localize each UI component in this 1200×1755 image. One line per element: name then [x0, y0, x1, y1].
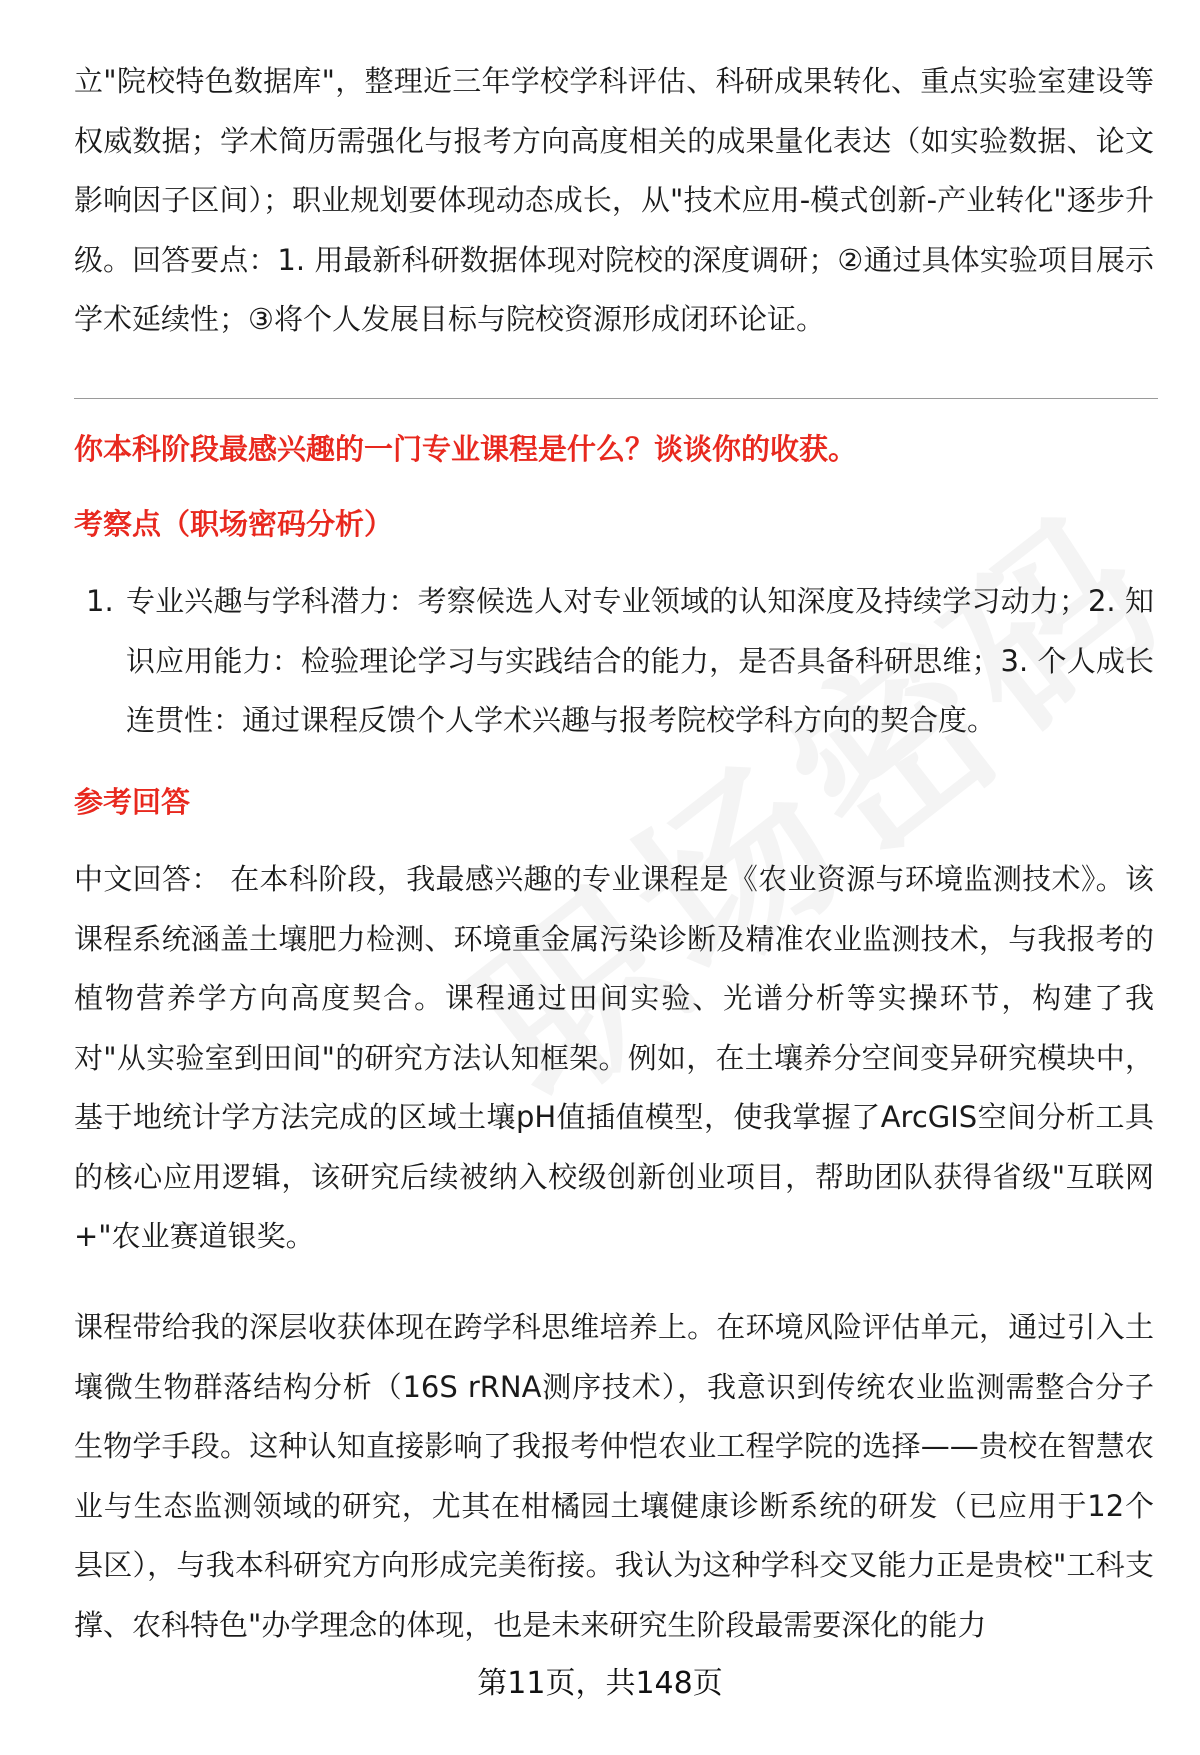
reference-answer-heading: 参考回答 — [74, 785, 191, 819]
intro-paragraph: 立"院校特色数据库"，整理近三年学校学科评估、科研成果转化、重点实验室建设等权威数据；学术简历需强化与报考方向高度相关的成果量化表达（如实验数据、论文影响因子区间）；职业规划要体现动态成长，从"技术应用-模式创新-产业转化"逐步升级。回答要点：1. 用最新科研数据体现对院校的深度调研；②通过具体实验项目展示学术延续性；③将个人发展目标与院校资源形成闭环论证。 — [74, 64, 1154, 336]
interview-question: 你本科阶段最感兴趣的一门专业课程是什么？谈谈你的收获。 — [74, 432, 858, 466]
section-divider — [74, 398, 1158, 399]
answer-paragraph-1: 中文回答： 在本科阶段，我最感兴趣的专业课程是《农业资源与环境监测技术》。该课程系统涵盖土壤肥力检测、环境重金属污染诊断及精准农业监测技术，与我报考的植物营养学方向高度契合。课程通过田间实验、光谱分析等实操环节，构建了我对"从实验室到田间"的研究方法认知框架。例如，在土壤养分空间变异研究模块中，基于地统计学方法完成的区域土壤pH值插值模型，使我掌握了ArcGIS空间分析工具的核心应用逻辑，该研究后续被纳入校级创新创业项目，帮助团队获得省级"互联网+"农业赛道银奖。 — [74, 862, 1154, 1253]
answer-paragraph-2: 课程带给我的深层收获体现在跨学科思维培养上。在环境风险评估单元，通过引入土壤微生物群落结构分析（16S rRNA测序技术），我意识到传统农业监测需整合分子生物学手段。这种认知直接影响了我报考仲恺农业工程学院的选择——贵校在智慧农业与生态监测领域的研究，尤其在柑橘园土壤健康诊断系统的研发（已应用于12个县区），与我本科研究方向形成完美衔接。我认为这种学科交叉能力正是贵校"工科支撑、农科特色"办学理念的体现，也是未来研究生阶段最需要深化的能力 — [74, 1310, 1154, 1642]
page-number-footer: 第11页，共148页 — [477, 1666, 723, 1701]
exam-points-heading: 考察点（职场密码分析） — [74, 507, 394, 541]
list-item: 专业兴趣与学科潜力：考察候选人对专业领域的认知深度及持续学习动力；2. 知识应用能力：检验理论学习与实践结合的能力，是否具备科研思维；3. 个人成长连贯性：通过课程反馈个人学术兴趣与报考院校学科方向的契合度。 — [126, 584, 1154, 737]
exam-points-list — [74, 572, 1154, 751]
list-number: 1. — [86, 584, 114, 618]
